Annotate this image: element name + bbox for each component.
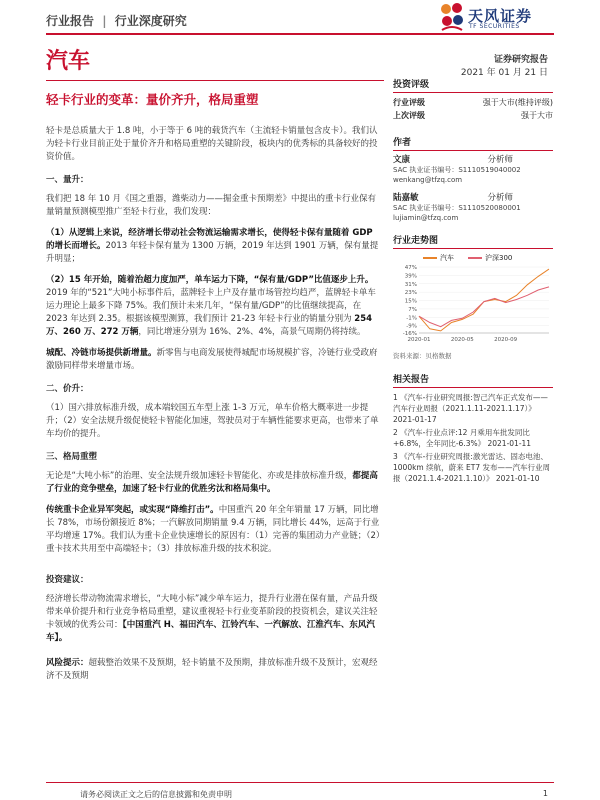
paragraph: 传统重卡企业异军突起，或实现“降维打击”。中国重汽 20 年全年销量 17 万辆，同比增长 78%，市场份额接近 8%；一汽解放同期销量 9.4 万辆，同比增长 44%，远高于行业平均增速 17%。我们认为重卡企业快速增长的原因有：（1）完善的集团动力产业链；（2）重卡技术共用至中高端轻卡；（3）排放标准升级的技术积淀。 (46, 505, 381, 554)
y-tick-label: -16% (402, 331, 417, 337)
subtitle-divider (46, 80, 384, 81)
y-tick-label: 31% (404, 281, 417, 288)
y-tick-label: -9% (406, 323, 417, 330)
intro-paragraph: 轻卡是总质量大于 1.8 吨，小于等于 6 吨的载货汽车（主流轻卡销量包含皮卡）。我们认为轻卡行业目前正处于量价齐升和格局重塑的关键阶段，板块内的优秀标的具备较好的投资价值。 (46, 126, 378, 162)
y-tick-label: 15% (404, 298, 417, 305)
section-heading-price: 二、价升： (46, 384, 89, 394)
related-reports (393, 392, 553, 484)
x-tick-label: 2020-09 (494, 337, 518, 343)
category-label: 行业报告 (46, 14, 95, 28)
related-report-link[interactable]: 3 《汽车-行业研究周报:激光雷达、固态电池、1000km 续航，蔚来 ET7 发布——汽车行业周报（2021.1.4-2021.1.10）》 2021-01-10 (393, 452, 550, 483)
legend-item: 汽车 (423, 253, 454, 263)
category-sublabel: 行业深度研究 (114, 14, 187, 28)
paragraph: （1）从逻辑上来说，经济增长带动社会物流运输需求增长，使得轻卡保有量随着 GDP 的增长而增长。2013 年轻卡保有量为 1300 万辆，2019 年达到 1901 万辆，保有量提升明显； (46, 228, 379, 264)
series-line (419, 269, 549, 331)
prev-rating-row: 上次评级 强于大市 (393, 111, 553, 120)
y-tick-label: 47% (404, 265, 417, 271)
related-report-link[interactable]: 2 《汽车-行业点评:12 月乘用车批发同比+6.8%，全年同比-6.3%》 2021-01-11 (393, 428, 532, 448)
sidebar (393, 77, 553, 486)
logo-subtitle: TF SECURITIES (469, 23, 520, 30)
y-tick-label: -1% (406, 315, 417, 322)
section-heading-structure: 三、格局重塑 (46, 452, 98, 462)
related-report-link[interactable]: 1 《汽车-行业研究周报:智己汽车正式发布——汽车行业周报（2021.1.11-2021.1.17）》 2021-01-17 (393, 393, 548, 424)
category-separator: | (102, 14, 107, 28)
tf-securities-logo (438, 2, 558, 36)
report-category (46, 12, 187, 29)
legend-item: 沪深300 (468, 253, 512, 263)
section-heading-volume: 一、量升： (46, 175, 89, 185)
page-number: 1 (542, 789, 548, 798)
logo-name: 天风证券 (468, 7, 533, 25)
risk-paragraph: 风险提示：超载整治效果不及预期，轻卡销量不及预期，排放标准升级不及预计，宏观经济不及预期 (46, 658, 378, 681)
paragraph: 无论是“大吨小标”的治理、安全法规升级加速轻卡智能化、亦或是排放标准升级，都提高了行业的竞争壁垒，加速了轻卡行业的优胜劣汰和格局集中。 (46, 471, 378, 494)
author-heading: 作者 (393, 135, 553, 151)
footer-divider (46, 782, 554, 783)
section-heading-investment: 投资建议： (46, 575, 89, 585)
paragraph: 我们把 18 年 10 月《国之重器，潍柴动力——掘金重卡预期差》中提出的重卡行业保有量销量预测模型推广至轻卡行业，我们发现： (46, 194, 376, 217)
related-heading: 相关报告 (393, 372, 553, 388)
author-email[interactable]: lujiamin@tfzq.com (393, 214, 459, 222)
chart-source: 资料来源：贝格数据 (393, 352, 452, 360)
header-divider (46, 33, 554, 35)
rating-row: 行业评级 强于大市(维持评级) (393, 98, 553, 107)
rating-heading: 投资评级 (393, 77, 553, 93)
paragraph: （2）15 年开始，随着治超力度加严，单车运力下降，“保有量/GDP”比值逐步上升。2019 年的“521”大吨小标事件后，蓝牌轻卡上户及存量市场管控均趋严，蓝牌轻卡单车运力理论上最多下降 75%。我们预计未来几年，“保有量/GDP”的比值继续提高，在 2023 年达到 2.35。根据该模型测算，我们预计 21-23 年轻卡行业的销量分别为 254 万、260 万、272 万辆，同比增速分别为 16%、2%、4%，高景气周期仍将持续。 (46, 275, 376, 337)
author-email[interactable]: wenkang@tfzq.com (393, 176, 463, 184)
paragraph: （1）国六排放标准升级，成本端较国五车型上涨 1-3 万元，单车价格大概率进一步提升；（2）安全法规升级促使轻卡智能化加速，驾驶员对于车辆性能要求更高，也带来了单车均价的提升。 (46, 403, 379, 439)
trend-chart (393, 263, 553, 347)
y-tick-label: 39% (404, 273, 417, 280)
series-line (419, 287, 549, 327)
x-tick-label: 2020-01 (407, 337, 431, 343)
footer-disclaimer: 请务必阅读正文之后的信息披露和免责申明 (80, 790, 232, 799)
report-type: 证券研究报告 (493, 55, 548, 65)
sector-title: 汽车 (46, 49, 91, 74)
chart-legend (423, 253, 553, 263)
paragraph: 经济增长带动物流需求增长，“大吨小标”减少单车运力，提升行业潜在保有量，产品升级带来单价提升和行业竞争格局重塑，建议重视轻卡行业变革阶段的投资机会，建议关注轻卡领域的优秀公司：【中国重汽 H、福田汽车、江铃汽车、一汽解放、江淮汽车、东风汽车】。 (46, 594, 378, 643)
main-body (46, 125, 384, 691)
chart-heading: 行业走势图 (393, 233, 553, 249)
y-tick-label: 7% (408, 306, 417, 313)
report-subtitle: 轻卡行业的变革：量价齐升，格局重塑 (46, 92, 259, 107)
x-tick-label: 2020-05 (450, 337, 474, 343)
report-date: 2021 年 01 月 21 日 (460, 68, 548, 78)
author-card: 陆嘉敏 分析师 SAC 执业证书编号：S1110520080001 lujiamin@tfzq.com (393, 193, 553, 223)
logo-mark-icon (438, 2, 466, 32)
y-tick-label: 23% (404, 290, 417, 297)
paragraph: 城配、冷链市场提供新增量。新零售与电商发展使得城配市场规模扩容，冷链行业受政府激励同样带来增量市场。 (46, 348, 378, 371)
author-card: 文康 分析师 SAC 执业证书编号：S1110519040002 wenkang@tfzq.com (393, 155, 553, 185)
